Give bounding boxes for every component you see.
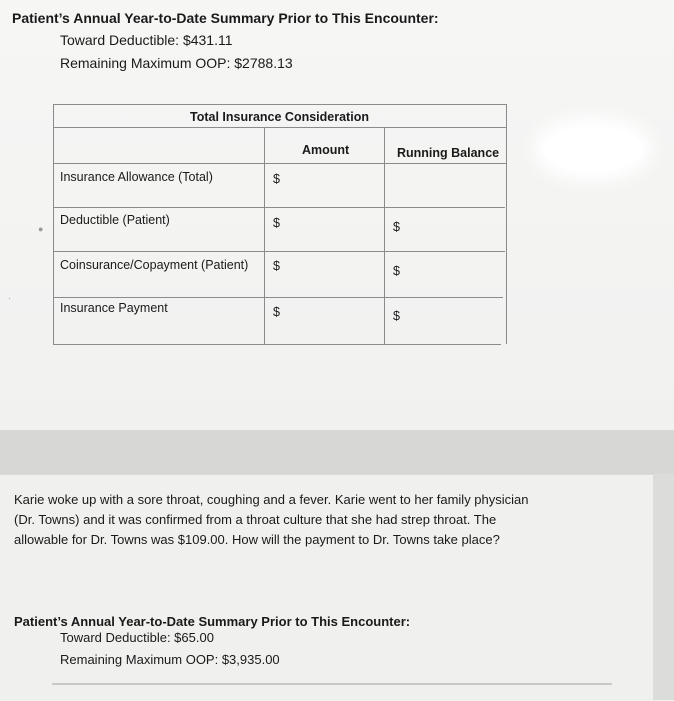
pencil-mark: ● bbox=[38, 224, 44, 234]
row-label-deductible: Deductible (Patient) bbox=[60, 213, 170, 227]
page-speck: · bbox=[8, 293, 11, 303]
remaining-max-oop-2: Remaining Maximum OOP: $3,935.00 bbox=[60, 652, 280, 667]
next-table-top-edge bbox=[52, 683, 612, 685]
table-title: Total Insurance Consideration bbox=[190, 110, 369, 124]
summary-heading: Patient’s Annual Year-to-Date Summary Prior to This Encounter: bbox=[12, 10, 439, 26]
row-label-insurance-payment: Insurance Payment bbox=[60, 301, 168, 315]
row-label-coinsurance: Coinsurance/Copayment (Patient) bbox=[60, 258, 249, 272]
remaining-max-oop: Remaining Maximum OOP: $2788.13 bbox=[60, 55, 293, 71]
row-amount-insurance-payment: $ bbox=[273, 305, 280, 319]
section-divider-band bbox=[0, 430, 674, 474]
toward-deductible-2: Toward Deductible: $65.00 bbox=[60, 630, 214, 645]
summary-heading-2: Patient’s Annual Year-to-Date Summary Prior to This Encounter: bbox=[14, 614, 411, 629]
scenario-text: Karie woke up with a sore throat, coughing and a fever. Karie went to her family physician (Dr. Towns) and it was confirmed from a throat culture that she had strep throat. The allowable for Dr. Towns was $109.00. How will the payment to Dr. Towns take place? bbox=[14, 492, 529, 547]
row-running-coinsurance: $ bbox=[393, 264, 400, 278]
row-running-deductible: $ bbox=[393, 220, 400, 234]
panel-edge bbox=[653, 474, 674, 700]
row-amount-coinsurance: $ bbox=[273, 259, 280, 273]
light-glare bbox=[543, 126, 643, 172]
amount-header: Amount bbox=[302, 143, 350, 157]
row-amount-deductible: $ bbox=[273, 216, 280, 230]
row-running-insurance-payment: $ bbox=[393, 309, 400, 323]
toward-deductible: Toward Deductible: $431.11 bbox=[60, 32, 233, 48]
row-amount-allowance: $ bbox=[273, 172, 280, 186]
insurance-consideration-table bbox=[50, 95, 507, 345]
row-label-allowance: Insurance Allowance (Total) bbox=[60, 170, 213, 184]
running-balance-header: Running Balance bbox=[397, 146, 500, 160]
